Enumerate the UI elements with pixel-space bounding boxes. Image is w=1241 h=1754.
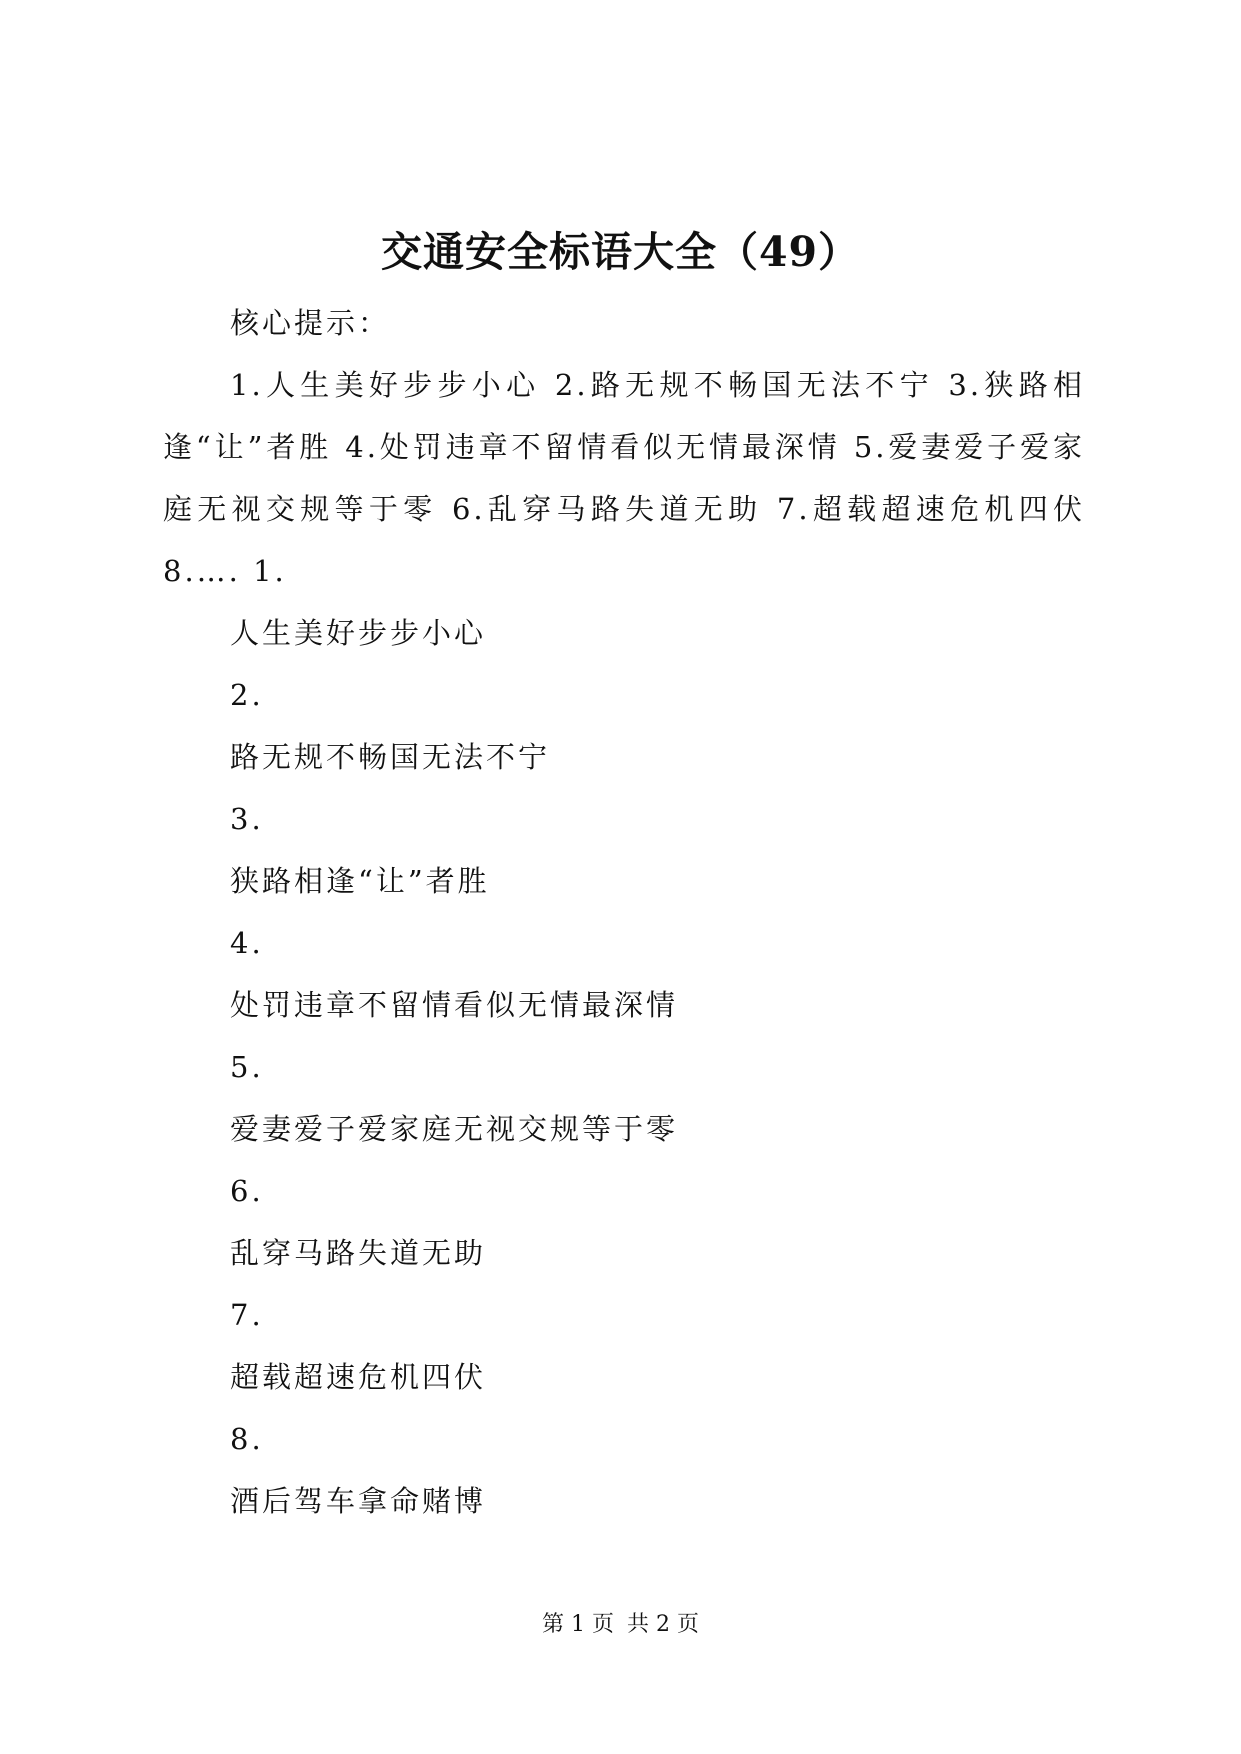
page-footer (0, 1610, 1241, 1640)
document-body (163, 292, 1085, 1532)
slogan-text-1: 人生美好步步小心 (230, 616, 487, 650)
slogan-text-4: 处罚违章不留情看似无情最深情 (230, 988, 679, 1022)
slogan-number-8: 8. (230, 1422, 264, 1456)
summary-paragraph: 1.人生美好步步小心 2.路无规不畅国无法不宁 3.狭路相逢“让”者胜 4.处罚违章不留情看似无情最深情 5.爱妻爱子爱家庭无视交规等于零 6.乱穿马路失道无助 7.超载超速危机四伏 8.…. 1. (163, 368, 1085, 588)
page-total: 共 2 页 (627, 1612, 699, 1637)
slogan-number-7: 7. (230, 1298, 264, 1332)
slogan-number-3: 3. (230, 802, 264, 836)
slogan-number-4: 4. (230, 926, 264, 960)
slogan-text-7: 超载超速危机四伏 (230, 1360, 487, 1394)
document-title: 交通安全标语大全（49） (380, 228, 861, 276)
slogan-number-6: 6. (230, 1174, 264, 1208)
slogan-text-5: 爱妻爱子爱家庭无视交规等于零 (230, 1112, 679, 1146)
slogan-text-2: 路无规不畅国无法不宁 (230, 740, 551, 774)
slogan-text-3: 狭路相逢“让”者胜 (230, 864, 490, 898)
hint-label: 核心提示： (230, 306, 391, 340)
slogan-text-8: 酒后驾车拿命赌博 (230, 1484, 487, 1518)
slogan-text-6: 乱穿马路失道无助 (230, 1236, 487, 1270)
slogan-number-5: 5. (230, 1050, 264, 1084)
page-current: 第 1 页 (542, 1612, 614, 1637)
slogan-number-2: 2. (230, 678, 264, 712)
